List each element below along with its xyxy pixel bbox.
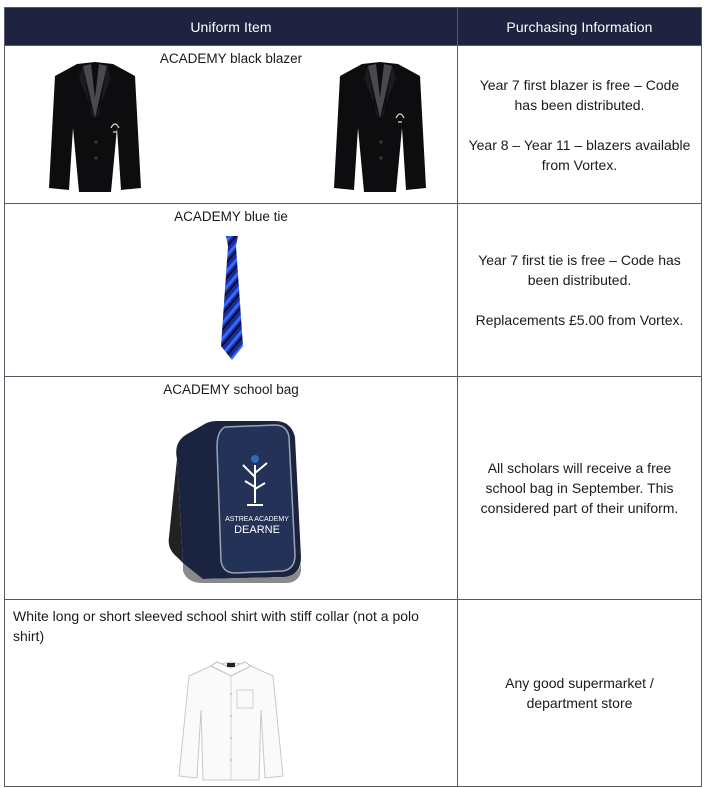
table-row xyxy=(5,204,702,377)
tie-info-line-1: Year 7 first tie is free – Code has been distributed. xyxy=(478,252,681,288)
bag-item-cell xyxy=(5,377,458,600)
blazer-image-right xyxy=(332,58,428,194)
bag-info-text: All scholars will receive a free school bag in September. This considered part of their uniform. xyxy=(480,460,679,516)
blazer-image-left xyxy=(47,58,143,194)
blazer-info-cell xyxy=(458,46,702,204)
bag-logo-line-1: ASTREA ACADEMY xyxy=(225,516,289,523)
table-row xyxy=(5,46,702,204)
blazer-label: ACADEMY black blazer xyxy=(159,51,303,66)
uniform-table xyxy=(4,7,702,787)
shirt-info-cell xyxy=(458,600,702,787)
table-row xyxy=(5,600,702,787)
school-bag-image xyxy=(163,407,311,585)
shirt-info-text: Any good supermarket / department store xyxy=(505,675,654,711)
tie-image xyxy=(217,234,247,362)
tie-item-cell xyxy=(5,204,458,377)
tie-info-line-2: Replacements £5.00 from Vortex. xyxy=(475,312,684,328)
bag-info-cell xyxy=(458,377,702,600)
bag-logo-line-2: DEARNE xyxy=(234,524,280,536)
tie-info-cell xyxy=(458,204,702,377)
table-header-row xyxy=(5,8,702,46)
purchasing-info-header: Purchasing Information xyxy=(458,8,702,46)
white-shirt-image xyxy=(175,660,287,782)
uniform-item-header: Uniform Item xyxy=(5,8,458,46)
blazer-item-cell xyxy=(5,46,458,204)
blazer-info-line-2: Year 8 – Year 11 – blazers available from Vortex. xyxy=(468,136,691,173)
shirt-label: White long or short sleeved school shirt with stiff collar (not a polo shirt) xyxy=(13,608,419,644)
shirt-item-cell xyxy=(5,600,458,787)
blazer-info-line-1: Year 7 first blazer is free – Code has been distributed. xyxy=(479,76,680,113)
bag-label: ACADEMY school bag xyxy=(163,382,299,397)
table-row xyxy=(5,377,702,600)
tie-label: ACADEMY blue tie xyxy=(174,209,288,224)
